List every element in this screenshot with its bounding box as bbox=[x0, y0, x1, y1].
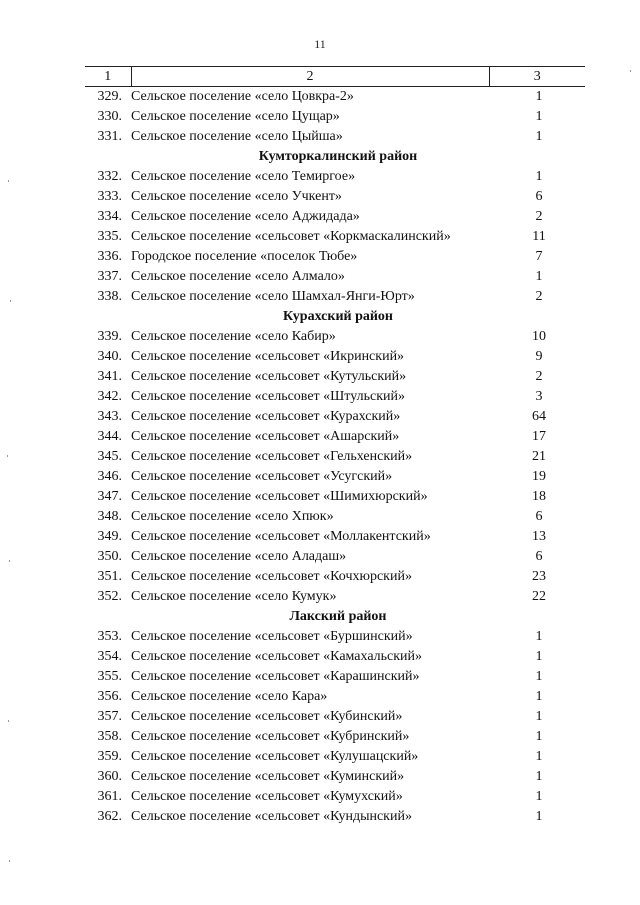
row-number: 329. bbox=[97, 89, 122, 104]
table-row bbox=[85, 807, 585, 827]
row-count: 1 bbox=[535, 689, 543, 704]
header-row bbox=[85, 67, 585, 87]
row-number: 340. bbox=[97, 349, 122, 364]
row-number: 354. bbox=[97, 649, 122, 664]
settlement-name: Сельское поселение «село Алмало» bbox=[131, 269, 345, 284]
row-count: 1 bbox=[535, 649, 543, 664]
table-row bbox=[85, 87, 585, 108]
row-number: 337. bbox=[97, 269, 122, 284]
row-number: 356. bbox=[97, 689, 122, 704]
district-heading: Курахский район bbox=[282, 309, 394, 324]
row-count: 1 bbox=[535, 629, 543, 644]
row-count: 1 bbox=[535, 169, 543, 184]
row-number: 355. bbox=[97, 669, 122, 684]
row-number: 352. bbox=[97, 589, 122, 604]
row-number: 332. bbox=[97, 169, 122, 184]
table-row bbox=[85, 167, 585, 187]
row-number: 362. bbox=[97, 809, 122, 824]
row-count: 19 bbox=[532, 469, 546, 484]
settlement-name: Сельское поселение «село Цовкра-2» bbox=[131, 89, 354, 104]
table-row bbox=[85, 107, 585, 127]
row-number: 330. bbox=[97, 109, 122, 124]
settlement-name: Сельское поселение «сельсовет «Карашинский» bbox=[131, 669, 420, 684]
table-row bbox=[85, 127, 585, 147]
table-row bbox=[85, 227, 585, 247]
settlement-name: Сельское поселение «сельсовет «Кумухский» bbox=[131, 789, 403, 804]
row-count: 2 bbox=[535, 289, 543, 304]
row-count: 1 bbox=[535, 269, 543, 284]
table-row bbox=[85, 487, 585, 507]
row-number: 333. bbox=[97, 189, 122, 204]
row-number: 346. bbox=[97, 469, 122, 484]
table-row bbox=[85, 687, 585, 707]
settlement-name: Сельское поселение «село Аладаш» bbox=[131, 549, 347, 564]
row-number: 359. bbox=[97, 749, 122, 764]
table-row bbox=[85, 447, 585, 467]
column-header-number: 1 bbox=[85, 67, 131, 87]
row-count: 21 bbox=[532, 449, 546, 464]
row-count: 23 bbox=[532, 569, 546, 584]
settlement-name: Сельское поселение «село Учкент» bbox=[131, 189, 342, 204]
settlement-name: Сельское поселение «село Хпюк» bbox=[131, 509, 334, 524]
row-number: 360. bbox=[97, 769, 122, 784]
row-count: 1 bbox=[535, 109, 543, 124]
row-count: 13 bbox=[532, 529, 546, 544]
row-number: 342. bbox=[97, 389, 122, 404]
table-row bbox=[85, 587, 585, 607]
district-heading: Кумторкалинский район bbox=[258, 149, 418, 164]
settlements-table bbox=[85, 66, 585, 827]
row-number: 347. bbox=[97, 489, 122, 504]
row-count: 1 bbox=[535, 769, 543, 784]
table-row bbox=[85, 627, 585, 647]
settlement-name: Сельское поселение «село Кабир» bbox=[131, 329, 336, 344]
page-number: 11 bbox=[314, 37, 326, 51]
table-row bbox=[85, 567, 585, 587]
table-row bbox=[85, 667, 585, 687]
row-count: 1 bbox=[535, 669, 543, 684]
row-count: 7 bbox=[535, 249, 543, 264]
table-row bbox=[85, 187, 585, 207]
table-row bbox=[85, 507, 585, 527]
row-count: 1 bbox=[535, 809, 543, 824]
row-number: 358. bbox=[97, 729, 122, 744]
table-row bbox=[85, 327, 585, 347]
table-row bbox=[85, 647, 585, 667]
row-count: 1 bbox=[535, 729, 543, 744]
table-row bbox=[85, 527, 585, 547]
row-number: 331. bbox=[97, 129, 122, 144]
row-count: 18 bbox=[532, 489, 546, 504]
settlement-name: Сельское поселение «сельсовет «Ашарский» bbox=[131, 429, 400, 444]
district-heading-row bbox=[85, 147, 585, 167]
settlement-name: Сельское поселение «сельсовет «Кулушацский» bbox=[131, 749, 419, 764]
table-row bbox=[85, 707, 585, 727]
settlement-name: Сельское поселение «село Темиргое» bbox=[131, 169, 356, 184]
settlement-name: Сельское поселение «сельсовет «Кубинский» bbox=[131, 709, 403, 724]
row-count: 2 bbox=[535, 209, 543, 224]
settlement-name: Сельское поселение «сельсовет «Кочхюрский» bbox=[131, 569, 412, 584]
row-number: 349. bbox=[97, 529, 122, 544]
settlement-name: Сельское поселение «сельсовет «Куминский» bbox=[131, 769, 405, 784]
settlement-name: Сельское поселение «сельсовет «Икринский» bbox=[131, 349, 405, 364]
row-count: 1 bbox=[535, 129, 543, 144]
row-number: 344. bbox=[97, 429, 122, 444]
settlement-name: Сельское поселение «село Цыйша» bbox=[131, 129, 343, 144]
row-count: 1 bbox=[535, 749, 543, 764]
settlement-name: Сельское поселение «сельсовет «Коркмаскалинский» bbox=[131, 229, 451, 244]
row-number: 348. bbox=[97, 509, 122, 524]
table-row bbox=[85, 207, 585, 227]
row-number: 353. bbox=[97, 629, 122, 644]
settlement-name: Сельское поселение «село Кумук» bbox=[131, 589, 337, 604]
table-row bbox=[85, 727, 585, 747]
row-number: 361. bbox=[97, 789, 122, 804]
settlement-name: Сельское поселение «село Шамхал-Янги-Юрт» bbox=[131, 289, 415, 304]
row-number: 343. bbox=[97, 409, 122, 424]
district-heading: Лакский район bbox=[289, 609, 387, 624]
table-row bbox=[85, 367, 585, 387]
row-number: 341. bbox=[97, 369, 122, 384]
district-heading-row bbox=[85, 607, 585, 627]
table-row bbox=[85, 347, 585, 367]
settlement-name: Сельское поселение «сельсовет «Гельхенский» bbox=[131, 449, 413, 464]
table-row bbox=[85, 427, 585, 447]
row-number: 357. bbox=[97, 709, 122, 724]
row-count: 2 bbox=[535, 369, 543, 384]
row-count: 10 bbox=[532, 329, 546, 344]
settlement-name: Сельское поселение «сельсовет «Буршинский» bbox=[131, 629, 413, 644]
row-number: 351. bbox=[97, 569, 122, 584]
settlement-name: Сельское поселение «сельсовет «Кубринский» bbox=[131, 729, 410, 744]
row-count: 1 bbox=[535, 709, 543, 724]
row-number: 350. bbox=[97, 549, 122, 564]
settlement-name: Сельское поселение «сельсовет «Моллакентский» bbox=[131, 529, 431, 544]
table-row bbox=[85, 387, 585, 407]
settlement-name: Сельское поселение «сельсовет «Шимихюрский» bbox=[131, 489, 428, 504]
settlement-name: Сельское поселение «сельсовет «Усугский» bbox=[131, 469, 393, 484]
settlement-name: Городское поселение «поселок Тюбе» bbox=[131, 249, 358, 264]
table-row bbox=[85, 407, 585, 427]
table-row bbox=[85, 267, 585, 287]
table-row bbox=[85, 747, 585, 767]
settlement-name: Сельское поселение «сельсовет «Кутульский» bbox=[131, 369, 407, 384]
settlement-name: Сельское поселение «сельсовет «Кундынский» bbox=[131, 809, 412, 824]
row-count: 6 bbox=[535, 189, 543, 204]
row-count: 11 bbox=[532, 229, 546, 244]
row-count: 22 bbox=[532, 589, 546, 604]
table-row bbox=[85, 247, 585, 267]
settlement-name: Сельское поселение «село Кара» bbox=[131, 689, 328, 704]
row-number: 345. bbox=[97, 449, 122, 464]
row-count: 1 bbox=[535, 89, 543, 104]
column-header-name: 2 bbox=[131, 67, 489, 87]
settlement-name: Сельское поселение «село Аджидада» bbox=[131, 209, 360, 224]
row-number: 334. bbox=[97, 209, 122, 224]
row-count: 3 bbox=[535, 389, 543, 404]
table-row bbox=[85, 767, 585, 787]
settlement-name: Сельское поселение «сельсовет «Штульский» bbox=[131, 389, 405, 404]
row-number: 336. bbox=[97, 249, 122, 264]
settlement-name: Сельское поселение «село Цущар» bbox=[131, 109, 340, 124]
row-count: 17 bbox=[532, 429, 546, 444]
table-row bbox=[85, 547, 585, 567]
settlement-name: Сельское поселение «сельсовет «Курахский» bbox=[131, 409, 401, 424]
district-heading-row bbox=[85, 307, 585, 327]
settlement-name: Сельское поселение «сельсовет «Камахальский» bbox=[131, 649, 423, 664]
row-count: 1 bbox=[535, 789, 543, 804]
column-header-count: 3 bbox=[489, 67, 585, 87]
table-row bbox=[85, 287, 585, 307]
table-row bbox=[85, 787, 585, 807]
row-number: 335. bbox=[97, 229, 122, 244]
row-count: 6 bbox=[535, 549, 543, 564]
row-number: 339. bbox=[97, 329, 122, 344]
row-count: 64 bbox=[532, 409, 546, 424]
row-number: 338. bbox=[97, 289, 122, 304]
table-row bbox=[85, 467, 585, 487]
row-count: 6 bbox=[535, 509, 543, 524]
row-count: 9 bbox=[535, 349, 543, 364]
